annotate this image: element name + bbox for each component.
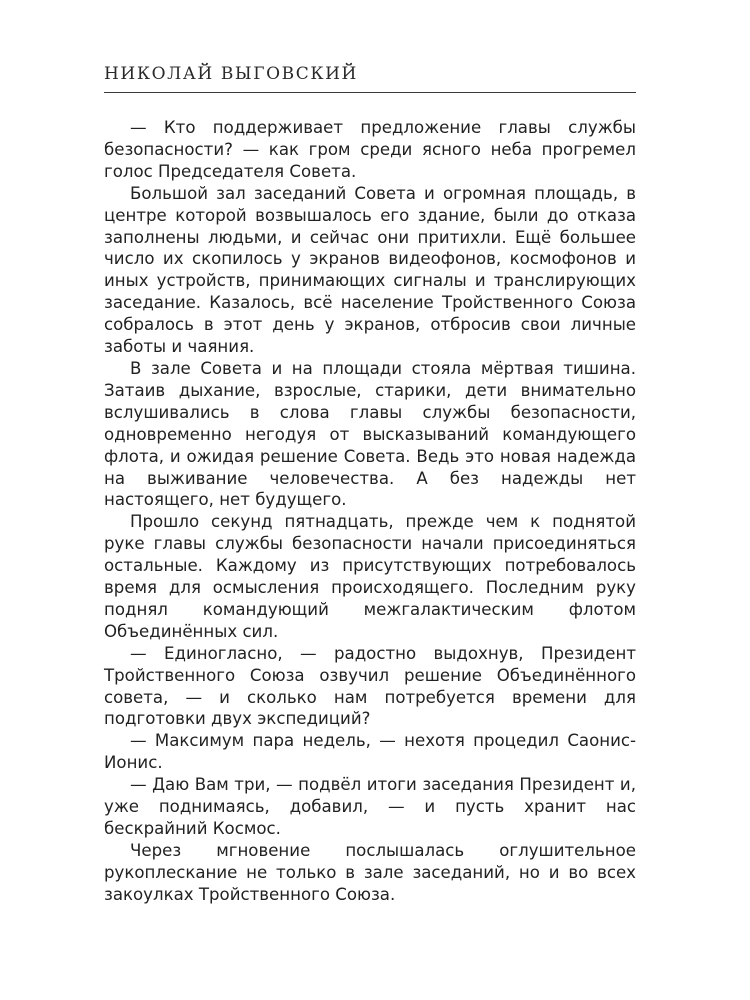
paragraph: Прошло секунд пятнадцать, прежде чем к поднятой руке главы службы безопасности начали присоединяться остальные. Каждому из присутствующих потребовалось время для осмысления происходящего. Последним руку поднял командующий межгалактическим флотом Объединённых сил. bbox=[104, 512, 636, 641]
paragraph: — Даю Вам три, — подвёл итоги заседания Президент и, уже поднимаясь, добавил, — и пусть хранит нас бескрайний Космос. bbox=[104, 775, 636, 838]
paragraph: Через мгновение послышалась оглушительное рукоплескание не только в зале заседаний, но и во всех закоулках Тройственного Союза. bbox=[104, 840, 636, 904]
paragraph: Большой зал заседаний Совета и огромная площадь, в центре которой возвышалось его здание, были до отказа заполнены людьми, и сейчас они притихли. Ещё большее число их скопилось у экранов видеофонов, космофонов и иных устройств, принимающих сигналы и транслирующих заседание. Казалось, всё население Тройственного Союза собралось в этот день у экранов, отбросив свои личные заботы и чаяния. bbox=[104, 183, 636, 357]
paragraph: В зале Совета и на площади стояла мёртвая тишина. Затаив дыхание, взрослые, старики, дети внимательно вслушивались в слова главы службы безопасности, одновременно негодуя от высказываний командующего флота, и ожидая решение Совета. Ведь это новая надежда на выживание человечества. А без надежды нет настоящего, нет будущего. bbox=[104, 358, 636, 510]
paragraph: — Единогласно, — радостно выдохнув, Президент Тройственного Союза озвучил решение Объединённого совета, — и сколько нам потребуется времени для подготовки двух экспедиций? bbox=[104, 643, 636, 729]
paragraph: — Максимум пара недель, — нехотя процедил Саонис-Ионис. bbox=[104, 731, 636, 773]
main-text bbox=[104, 117, 636, 906]
paragraph: — Кто поддерживает предложение главы службы безопасности? — как гром среди ясного неба прогремел голос Председателя Совета. bbox=[104, 118, 636, 181]
running-head-author: НИКОЛАЙ ВЫГОВСКИЙ bbox=[104, 62, 636, 93]
